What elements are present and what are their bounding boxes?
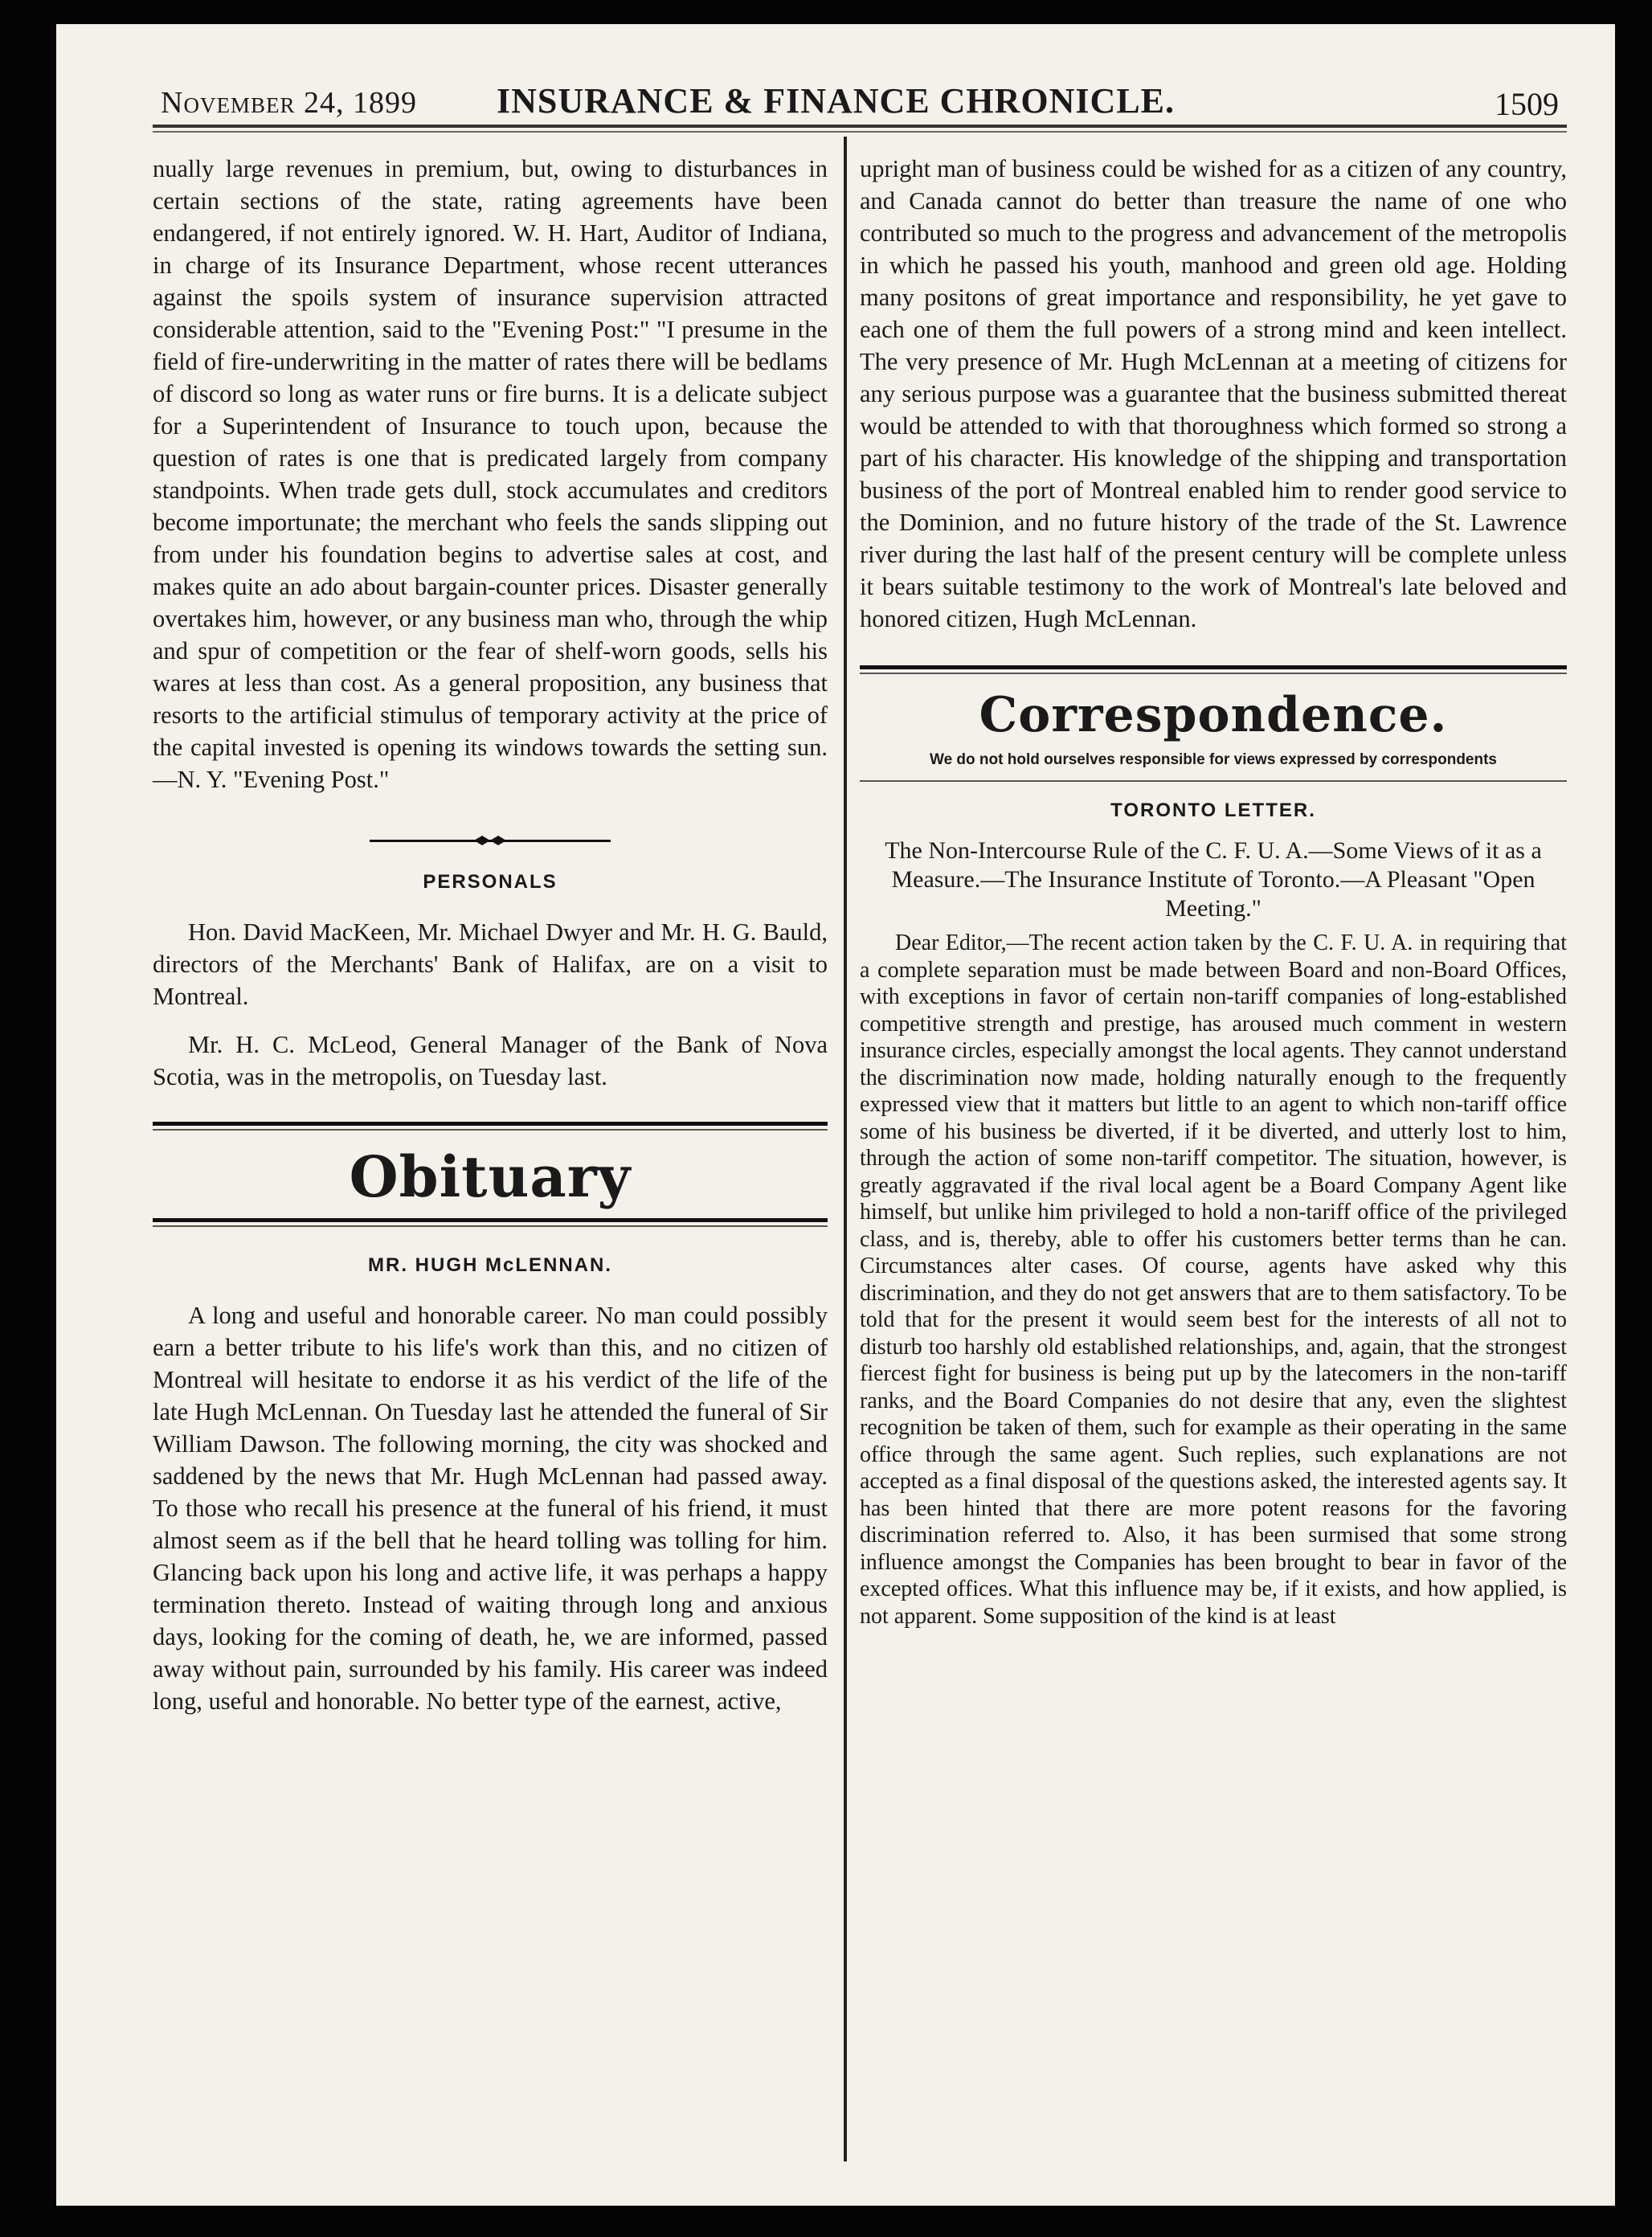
obituary-top-rule xyxy=(153,1122,828,1131)
personal-item: Mr. H. C. McLeod, General Manager of the Bank of Nova Scotia, was in the metropolis, on Tuesday last. xyxy=(153,1031,828,1090)
personals-heading: PERSONALS xyxy=(423,871,558,893)
page-number: 1509 xyxy=(1495,86,1559,122)
obituary-heading: Obituary xyxy=(349,1143,632,1210)
letter-body: Dear Editor,—The recent action taken by the C. F. U. A. in requiring that a complete separation must be made between Board and non-Board Offices, with exceptions in favor of certain non-tariff companies of long-established competitive strength and prestige, has aroused much comment in western insurance circles, especially amongst the local agents. They cannot understand the discrimination now made, holding naturally enough to the frequently expressed view that it matters but little to an agent to which non-tariff office some of his business be diverted, if it be diverted, and utterly lost to him, through the action of some non-tariff competitor. The situation, however, is greatly aggravated if the rival local agent be a Board Company Agent like himself, but unlike him privileged to hold a non-tariff office of the privileged class, and is, thereby, able to offer his customers better terms than he can. Circumstances alter cases. Of course, agents have asked why this discrimination, and they do not get answers that are to them satisfactory. To be told that for the present it would seem best for the interests of all not to disturb too harshly old established relationships, and, again, that the strongest fiercest fight for business is being put up by the latecomers in the non-tariff ranks, and the Board Companies do not desire that any, even the slightest recognition be taken of them, such for example as their operating in the same office through the same agent. Such replies, such explanations are not accepted as a final disposal of the questions asked, the interested agents say. It has been hinted that there are more potent reasons for the favoring discrimination referred to. Also, it has been surmised that some strong influence amongst the Companies has been brought to bear in favor of the excepted offices. What this influence may be, if it exists, and how applied, is not apparent. Some supposition of the kind is at least xyxy=(860,930,1567,1629)
obituary-text: A long and useful and honorable career. No man could possibly earn a better tribute to his life's work than this, and no citizen of Montreal will hesitate to endorse it as his verdict of the life of the late Hugh McLennan. On Tuesday last he attended the funeral of Sir William Dawson. The following morning, the city was shocked and saddened by the news that Mr. Hugh McLennan had passed away. To those who recall his presence at the funeral of his friend, it must almost seem as if the bell that he heard tolling was tolling for him. Glancing back upon his long and active life, it was perhaps a happy termination thereto. Instead of waiting through long and anxious days, looking for the coming of death, he, we are informed, passed away without pain, surrounded by his family. His career was indeed long, useful and honorable. No better type of the earnest, active, xyxy=(153,1302,828,1715)
correspondence-heading: Correspondence. xyxy=(979,687,1448,743)
page-header xyxy=(56,56,1615,122)
obituary-bottom-rule xyxy=(153,1218,828,1227)
header-rule xyxy=(153,125,1567,128)
left-column xyxy=(153,153,828,1717)
ornamental-divider xyxy=(370,834,611,847)
issue-date: November 24, 1899 xyxy=(161,86,417,120)
continued-article-text: nually large revenues in premium, but, owing to disturbances in certain sections of the state, rating agreements have been endangered, if not entirely ignored. W. H. Hart, Auditor of Indiana, in charge of its Insurance Department, whose recent utterances against the spoils system of insurance supervision attracted considerable attention, said to the "Evening Post:" "I presume in the field of fire-underwriting in the matter of rates there will be bedlams of discord so long as water runs or fire burns. It is a delicate subject for a Superintendent of Insurance to touch upon, because the question of rates is one that is predicated largely from company standpoints. When trade gets dull, stock accumulates and creditors become importunate; the merchant who feels the sands slipping out from under his foundation begins to advertise sales at cost, and makes quite an ado about bargain-counter prices. Disaster generally overtakes him, however, or any business man who, through the whip and spur of competition or the fear of shelf-worn goods, sells his wares at less than cost. As a general proposition, any business that resorts to the artificial stimulus of temporary activity at the price of the capital invested is opening its windows towards the setting sun.—N. Y. "Evening Post." xyxy=(153,155,828,793)
publication-title: INSURANCE & FINANCE CHRONICLE. xyxy=(496,81,1176,121)
correspondence-top-rule xyxy=(860,665,1567,674)
header-rule-thin xyxy=(153,131,1567,133)
disclaimer-rule xyxy=(860,780,1567,782)
letter-subtitle: The Non-Intercourse Rule of the C. F. U. A.—Some Views of it as a Measure.—The Insurance Institute of Toronto.—A Pleasant "Open Meeting." xyxy=(885,837,1542,922)
newspaper-page xyxy=(56,24,1615,2206)
personal-item: Hon. David MacKeen, Mr. Michael Dwyer and Mr. H. G. Bauld, directors of the Merchants' Bank of Halifax, are on a visit to Montreal. xyxy=(153,918,828,1010)
obituary-continued-text: upright man of business could be wished for as a citizen of any country, and Canada cannot do better than treasure the name of one who contributed so much to the progress and advancement of the metropolis in which he passed his youth, manhood and green old age. Holding many positons of great importance and responsibility, he yet gave to each one of them the full powers of a strong mind and keen intellect. The very presence of Mr. Hugh McLennan at a meeting of citizens for any serious purpose was a guarantee that the business submitted thereat would be attended to with that thoroughness which formed so strong a part of his character. His knowledge of the shipping and transportation business of the port of Montreal enabled him to render good service to the Dominion, and no future history of the trade of the St. Lawrence river during the last half of the present century will be complete unless it bears suitable testimony to the work of Montreal's late beloved and honored citizen, Hugh McLennan. xyxy=(860,155,1567,632)
column-divider xyxy=(844,137,847,2161)
letter-heading: TORONTO LETTER. xyxy=(1110,800,1316,821)
right-column xyxy=(860,153,1567,1630)
correspondence-disclaimer: We do not hold ourselves responsible for views expressed by correspondents xyxy=(929,751,1497,768)
obituary-subheading: MR. HUGH McLENNAN. xyxy=(368,1254,612,1276)
